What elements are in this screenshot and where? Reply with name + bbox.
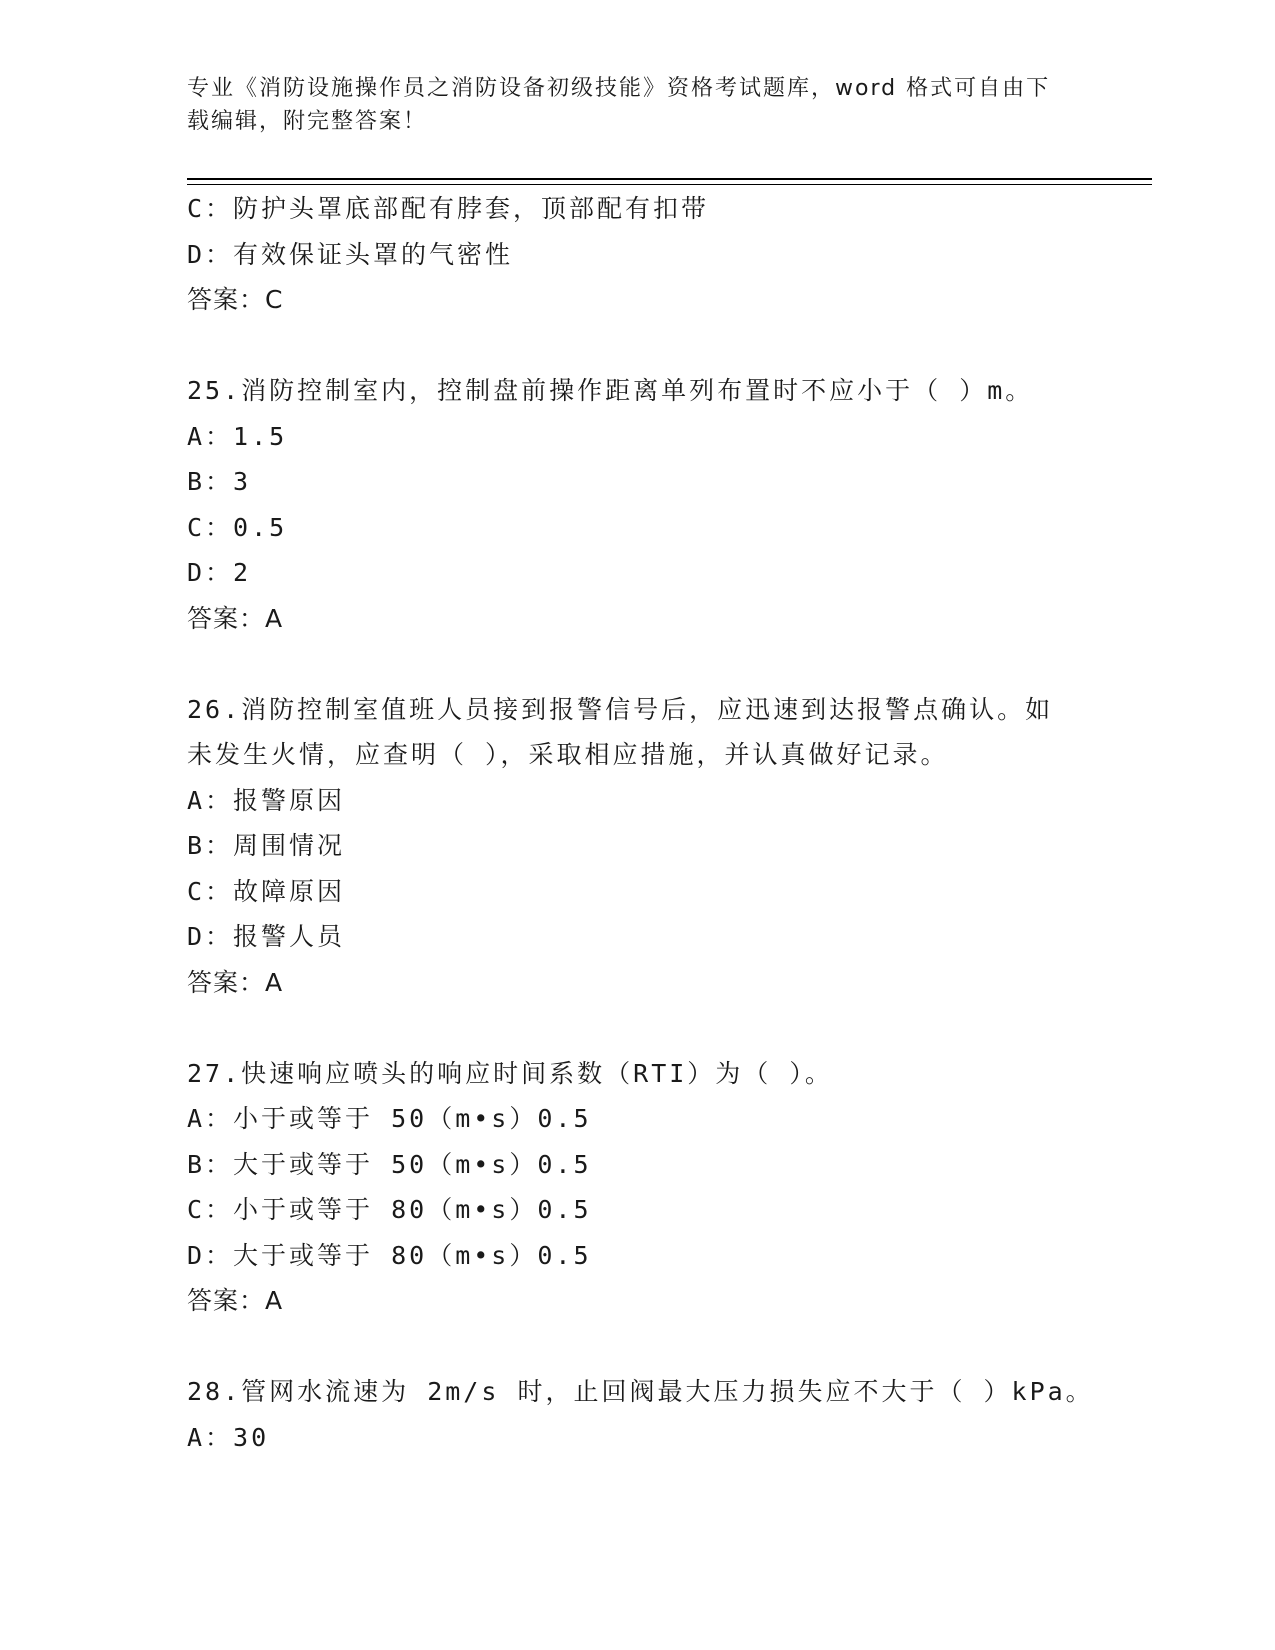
option-d: D：报警人员: [187, 922, 346, 951]
question-26: [187, 687, 1147, 1006]
question-stem-line-1: 26.消防控制室值班人员接到报警信号后，应迅速到达报警点确认。如: [187, 694, 1054, 724]
question-28: [187, 1369, 1147, 1460]
answer-line: 答案：A: [187, 1286, 284, 1315]
spacer: [187, 1005, 1147, 1051]
option-d: D：有效保证头罩的气密性: [187, 239, 514, 269]
option-c: C：小于或等于 80（m•s）0.5: [187, 1195, 592, 1224]
question-27: [187, 1051, 1147, 1324]
question-continued: [187, 186, 1147, 323]
option-c: C：防护头罩底部配有脖套，顶部配有扣带: [187, 194, 710, 223]
header-rule-thin: [187, 184, 1152, 185]
header-rule-thick: [187, 178, 1152, 180]
header-title: 专业《消防设施操作员之消防设备初级技能》资格考试题库，word 格式可自由下载编辑，附完整答案！: [187, 76, 1051, 134]
spacer: [187, 641, 1147, 687]
option-b: B：周围情况: [187, 831, 346, 860]
option-d: D：大于或等于 80（m•s）0.5: [187, 1240, 592, 1270]
question-25: [187, 368, 1147, 641]
option-a: A：1.5: [187, 421, 288, 451]
option-b: B：大于或等于 50（m•s）0.5: [187, 1149, 592, 1179]
answer-line: 答案：A: [187, 603, 284, 633]
option-a: A：30: [187, 1422, 270, 1452]
question-stem: 25.消防控制室内，控制盘前操作距离单列布置时不应小于（ ）m。: [187, 376, 1034, 405]
answer-line: 答案：C: [187, 285, 284, 314]
question-stem: 28.管网水流速为 2m/s 时，止回阀最大压力损失应不大于（ ）kPa。: [187, 1377, 1094, 1406]
option-a: A：报警原因: [187, 785, 346, 815]
question-content: [187, 186, 1147, 1460]
option-c: C：故障原因: [187, 876, 346, 906]
option-d: D：2: [187, 558, 252, 587]
option-c: C：0.5: [187, 512, 288, 542]
option-b: B：3: [187, 467, 252, 496]
spacer: [187, 323, 1147, 369]
answer-line: 答案：A: [187, 967, 284, 997]
option-a: A：小于或等于 50（m•s）0.5: [187, 1104, 592, 1133]
question-stem: 27.快速响应喷头的响应时间系数（RTI）为（ ）。: [187, 1058, 833, 1088]
spacer: [187, 1324, 1147, 1370]
question-stem-line-2: 未发生火情，应查明（ ），采取相应措施，并认真做好记录。: [187, 740, 949, 769]
document-header: [187, 72, 1067, 138]
